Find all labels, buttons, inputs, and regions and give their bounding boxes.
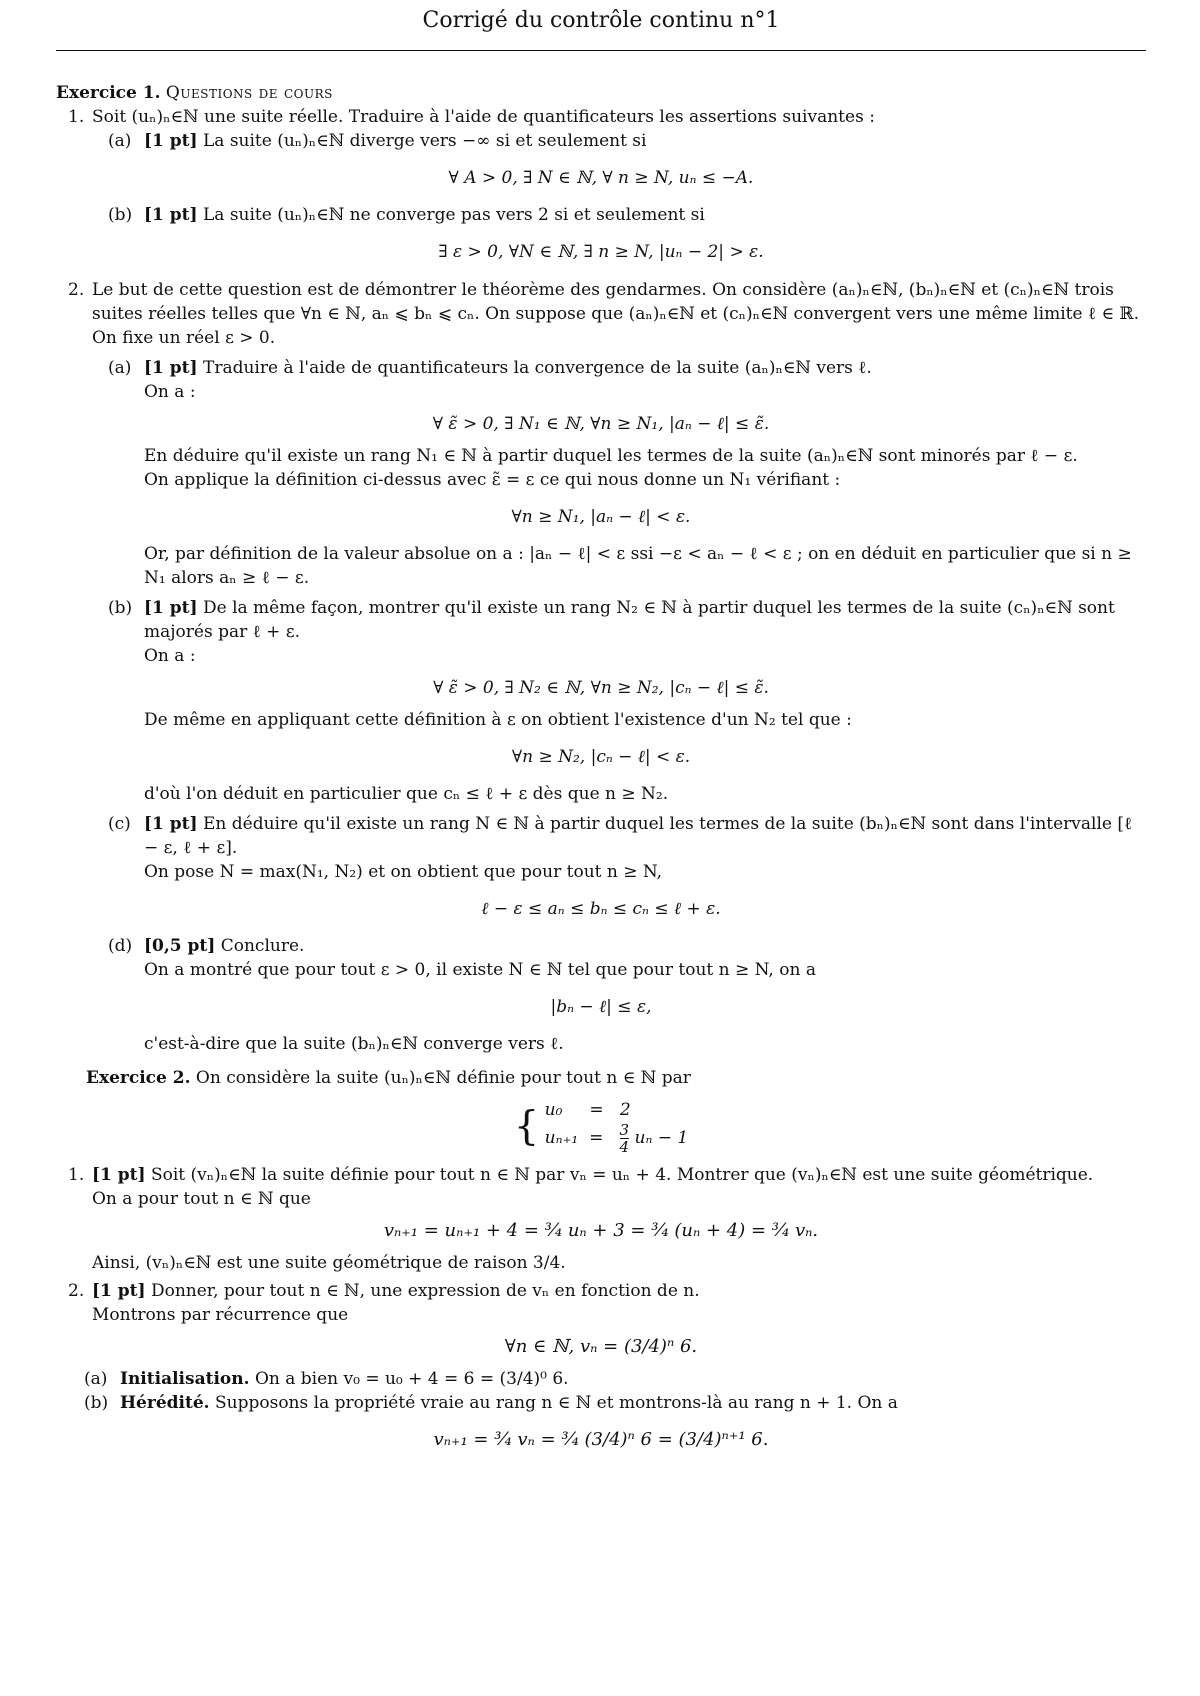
ex2-q2b-head: Hérédité. [120, 1393, 210, 1413]
ex2-q2a-text: On a bien v₀ = u₀ + 4 = 6 = (3/4)⁰ 6. [254, 1369, 569, 1389]
ex1-q1a-label: (a) [108, 131, 132, 151]
system-line-1-eq: = [589, 1100, 604, 1120]
ex1-q2-part-c [108, 812, 1146, 860]
ex1-q1a-text: La suite (uₙ)ₙ∈ℕ diverge vers −∞ si et seulement si [202, 131, 647, 151]
ex1-q2b-formula-2: ∀n ≥ N₂, |cₙ − ℓ| < ε. [511, 747, 691, 767]
exercise-1-subtitle: Questions de cours [165, 83, 333, 103]
page-title: Corrigé du contrôle continu n°1 [422, 8, 780, 33]
ex1-q2-text: Le but de cette question est de démontrer le théorème des gendarmes. On considère (aₙ)ₙ∈ℕ, (bₙ)ₙ∈ℕ et (cₙ)ₙ∈ℕ trois suites réelles telles que ∀n ∈ ℕ, aₙ ⩽ bₙ ⩽ cₙ. On suppose que (aₙ)ₙ∈ℕ et (cₙ)ₙ∈ℕ convergent vers une même limite ℓ ∈ ℝ. On fixe un réel ε > 0. [92, 280, 1140, 348]
ex1-q1b-formula: ∃ ε > 0, ∀N ∈ ℕ, ∃ n ≥ N, |uₙ − 2| > ε. [438, 242, 764, 262]
exercise-2-heading [86, 1066, 1146, 1090]
exercise-1-label: Exercice 1. [56, 83, 161, 103]
ex1-q2-number: 2. [68, 280, 85, 300]
ex2-q2-formula-1: ∀n ∈ ℕ, vₙ = (3/4)ⁿ 6. [504, 1336, 698, 1357]
ex1-q2d-text: Conclure. [220, 936, 305, 956]
ex1-q2a-formula-2: ∀n ≥ N₁, |aₙ − ℓ| < ε. [511, 507, 691, 527]
ex1-q1-part-b [108, 203, 1146, 227]
ex1-q2c-points: [1 pt] [144, 814, 198, 834]
system-line-1-rhs: 2 [619, 1100, 631, 1120]
ex1-q2b-label: (b) [108, 598, 133, 618]
ex1-q1b-label: (b) [108, 205, 133, 225]
ex2-q1-line-1: On a pour tout n ∈ ℕ que [92, 1189, 311, 1209]
ex1-q2c-label: (c) [108, 814, 131, 834]
ex2-q2a-head: Initialisation. [120, 1369, 250, 1389]
fraction [620, 1122, 630, 1155]
ex2-q2-part-b [84, 1391, 1146, 1415]
ex1-q2c-line-1: On pose N = max(N₁, N₂) et on obtient que pour tout n ≥ N, [144, 862, 663, 882]
exercise-2-label: Exercice 2. [86, 1068, 191, 1088]
ex2-q2b-text: Supposons la propriété vraie au rang n ∈ ℕ et montrons-là au rang n + 1. On a [215, 1393, 898, 1413]
ex1-q2d-line-2: c'est-à-dire que la suite (bₙ)ₙ∈ℕ converge vers ℓ. [144, 1034, 564, 1054]
ex2-question-1 [68, 1163, 1146, 1187]
system-brace-icon: { [513, 1103, 540, 1150]
ex1-question-2 [68, 278, 1146, 350]
system-line-2-eq: = [589, 1128, 604, 1148]
ex2-recurrence-system [56, 1098, 1146, 1155]
ex2-q1-line-2: Ainsi, (vₙ)ₙ∈ℕ est une suite géométrique de raison 3/4. [92, 1253, 566, 1273]
ex1-q1-number: 1. [68, 107, 85, 127]
ex1-q2a-line-2: En déduire qu'il existe un rang N₁ ∈ ℕ à partir duquel les termes de la suite (aₙ)ₙ∈ℕ sont minorés par ℓ − ε. [144, 446, 1078, 466]
ex1-q2a-points: [1 pt] [144, 358, 198, 378]
ex2-q2-part-a [84, 1367, 1146, 1391]
system-line-2 [545, 1122, 689, 1155]
ex1-q2a-label: (a) [108, 358, 132, 378]
ex1-q2a-line-4: Or, par définition de la valeur absolue on a : |aₙ − ℓ| < ε ssi −ε < aₙ − ℓ < ε ; on en déduit en particulier que si n ≥ N₁ alors aₙ ≥ ℓ − ε. [144, 544, 1132, 588]
ex2-q2b-label: (b) [84, 1393, 109, 1413]
ex1-q2c-text: En déduire qu'il existe un rang N ∈ ℕ à partir duquel les termes de la suite (bₙ)ₙ∈ℕ sont dans l'intervalle [ℓ − ε, ℓ + ε]. [144, 814, 1133, 858]
ex1-q1b-text: La suite (uₙ)ₙ∈ℕ ne converge pas vers 2 si et seulement si [202, 205, 705, 225]
title-divider [56, 50, 1146, 51]
ex1-q1-text: Soit (uₙ)ₙ∈ℕ une suite réelle. Traduire à l'aide de quantificateurs les assertions suivantes : [92, 107, 875, 127]
ex1-q2-part-a [108, 356, 1146, 380]
ex1-q2d-points: [0,5 pt] [144, 936, 216, 956]
ex1-q2a-text: Traduire à l'aide de quantificateurs la convergence de la suite (aₙ)ₙ∈ℕ vers ℓ. [202, 358, 872, 378]
ex1-q1a-points: [1 pt] [144, 131, 198, 151]
ex2-q2-text: Donner, pour tout n ∈ ℕ, une expression de vₙ en fonction de n. [150, 1281, 700, 1301]
fraction-denominator: 4 [619, 1138, 630, 1156]
system-line-1-lhs: u₀ [544, 1100, 563, 1120]
exercise-1-heading [56, 81, 1146, 105]
ex1-q2b-text: De la même façon, montrer qu'il existe un rang N₂ ∈ ℕ à partir duquel les termes de la suite (cₙ)ₙ∈ℕ sont majorés par ℓ + ε. [144, 598, 1115, 642]
ex2-q1-formula-1: vₙ₊₁ = uₙ₊₁ + 4 = ³⁄₄ uₙ + 3 = ³⁄₄ (uₙ + 4) = ³⁄₄ vₙ. [383, 1220, 819, 1241]
system-line-1 [545, 1098, 689, 1122]
system-line-2-lhs: uₙ₊₁ [544, 1128, 579, 1148]
ex1-q2a-formula-1: ∀ ε̃ > 0, ∃ N₁ ∈ ℕ, ∀n ≥ N₁, |aₙ − ℓ| ≤ ε̃. [432, 414, 770, 434]
ex1-question-1 [68, 105, 1146, 129]
ex1-q1-part-a [108, 129, 1146, 153]
ex1-q2-part-d [108, 934, 1146, 958]
ex1-q2a-line-1: On a : [144, 382, 196, 402]
ex1-q1a-formula: ∀ A > 0, ∃ N ∈ ℕ, ∀ n ≥ N, uₙ ≤ −A. [448, 168, 754, 188]
ex1-q2b-line-3: d'où l'on déduit en particulier que cₙ ≤ ℓ + ε dès que n ≥ N₂. [144, 784, 669, 804]
ex2-q1-number: 1. [68, 1165, 85, 1185]
system-line-2-rhs: uₙ − 1 [634, 1128, 689, 1148]
ex1-q2c-formula-1: ℓ − ε ≤ aₙ ≤ bₙ ≤ cₙ ≤ ℓ + ε. [481, 899, 721, 919]
ex1-q1b-points: [1 pt] [144, 205, 198, 225]
ex2-q2a-label: (a) [84, 1369, 108, 1389]
ex1-q2a-line-3: On applique la définition ci-dessus avec ε̃ = ε ce qui nous donne un N₁ vérifiant : [144, 470, 841, 490]
ex2-q2-line-1: Montrons par récurrence que [92, 1305, 349, 1325]
ex1-q2-part-b [108, 596, 1146, 644]
ex2-q2-number: 2. [68, 1281, 85, 1301]
ex1-q2b-formula-1: ∀ ε̃ > 0, ∃ N₂ ∈ ℕ, ∀n ≥ N₂, |cₙ − ℓ| ≤ ε̃. [433, 678, 769, 698]
ex2-question-2 [68, 1279, 1146, 1303]
ex2-q1-points: [1 pt] [92, 1165, 146, 1185]
ex2-q2-points: [1 pt] [92, 1281, 146, 1301]
ex1-q2b-line-2: De même en appliquant cette définition à ε on obtient l'existence d'un N₂ tel que : [144, 710, 852, 730]
ex1-q2d-formula-1: |bₙ − ℓ| ≤ ε, [550, 997, 652, 1017]
ex1-q2b-line-1: On a : [144, 646, 196, 666]
ex1-q2d-label: (d) [108, 936, 133, 956]
ex2-q1-text: Soit (vₙ)ₙ∈ℕ la suite définie pour tout n ∈ ℕ par vₙ = uₙ + 4. Montrer que (vₙ)ₙ∈ℕ est une suite géométrique. [150, 1165, 1094, 1185]
document-page [56, 0, 1146, 1465]
ex1-q2d-line-1: On a montré que pour tout ε > 0, il existe N ∈ ℕ tel que pour tout n ≥ N, on a [144, 960, 816, 980]
ex1-q2b-points: [1 pt] [144, 598, 198, 618]
ex2-q2b-formula-1: vₙ₊₁ = ³⁄₄ vₙ = ³⁄₄ (3/4)ⁿ 6 = (3/4)ⁿ⁺¹ 6. [433, 1429, 769, 1450]
exercise-2-intro: On considère la suite (uₙ)ₙ∈ℕ définie pour tout n ∈ ℕ par [195, 1068, 691, 1088]
system-lines [545, 1098, 689, 1155]
fraction-numerator: 3 [619, 1121, 630, 1139]
